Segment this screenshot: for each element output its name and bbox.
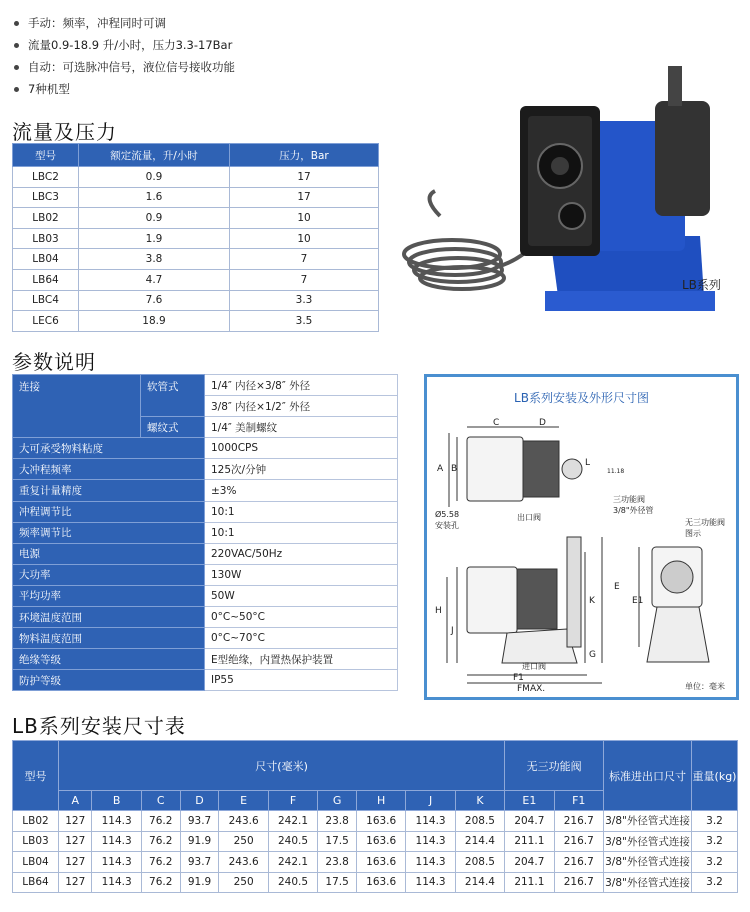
label-fmax: FMAX.: [517, 684, 546, 694]
cell-d: 93.7: [180, 811, 219, 832]
table-row: [13, 670, 398, 691]
param-value: 3/8″ 内径×1/2″ 外径: [205, 396, 398, 417]
cell-model: LBC4: [13, 290, 79, 311]
param-sublabel: 软管式: [141, 375, 205, 417]
cell-c: 76.2: [141, 811, 180, 832]
col-header-d: D: [180, 791, 219, 811]
cell-f1: 216.7: [554, 831, 603, 852]
dimension-table: [12, 740, 738, 893]
col-header-j: J: [406, 791, 455, 811]
param-label: 冲程调节比: [13, 501, 205, 522]
cell-pressure: 3.3: [230, 290, 379, 311]
param-value: 1/4″ 美制螺纹: [205, 417, 398, 438]
table-row: [13, 852, 738, 873]
cell-flow: 4.7: [79, 269, 230, 290]
cell-model: LB04: [13, 249, 79, 270]
col-header-flow: 额定流量，升/小时: [79, 144, 230, 167]
table-row: [13, 811, 738, 832]
cell-model: LB04: [13, 852, 59, 873]
param-label: 电源: [13, 543, 205, 564]
param-value: 50W: [205, 585, 398, 606]
cell-model: LB03: [13, 831, 59, 852]
label-no-triple: 无三功能阀: [685, 518, 725, 527]
bullet-icon: [14, 65, 19, 70]
label-a: A: [437, 464, 444, 474]
cell-e: 243.6: [219, 852, 268, 873]
cell-pressure: 10: [230, 208, 379, 229]
cell-d: 93.7: [180, 852, 219, 873]
cell-std: 3/8"外径管式连接: [604, 872, 692, 893]
table-row: [13, 831, 738, 852]
cell-std: 3/8"外径管式连接: [604, 811, 692, 832]
label-inlet: 进口阀: [522, 662, 546, 671]
param-value: 1/4″ 内径×3/8″ 外径: [205, 375, 398, 396]
label-l-value: 11.18: [607, 468, 625, 475]
cell-flow: 1.9: [79, 228, 230, 249]
cell-e: 243.6: [219, 811, 268, 832]
cell-g: 23.8: [318, 811, 357, 832]
cell-j: 114.3: [406, 852, 455, 873]
param-label: 大可承受物料粘度: [13, 438, 205, 459]
cell-flow: 3.8: [79, 249, 230, 270]
cell-e1: 211.1: [505, 872, 554, 893]
table-row: [13, 311, 379, 332]
cell-b: 114.3: [92, 852, 141, 873]
cell-e1: 204.7: [505, 852, 554, 873]
params-table: [12, 374, 398, 691]
cell-weight: 3.2: [692, 852, 738, 873]
col-header-f: F: [268, 791, 317, 811]
col-header-weight: 重量(kg): [692, 741, 738, 811]
label-k: K: [589, 596, 595, 606]
cell-weight: 3.2: [692, 831, 738, 852]
cell-model: LEC6: [13, 311, 79, 332]
param-label: 大冲程频率: [13, 459, 205, 480]
col-header-g: G: [318, 791, 357, 811]
col-header-k: K: [455, 791, 504, 811]
cell-e: 250: [219, 872, 268, 893]
table-row: [13, 438, 398, 459]
table-row: [13, 208, 379, 229]
table-row: [13, 522, 398, 543]
table-row: [13, 290, 379, 311]
cell-k: 208.5: [455, 852, 504, 873]
cell-pressure: 3.5: [230, 311, 379, 332]
pump-motor: [655, 101, 710, 216]
cell-model: LB64: [13, 872, 59, 893]
table-row: [13, 607, 398, 628]
cell-pressure: 17: [230, 167, 379, 188]
col-header-model: 型号: [13, 144, 79, 167]
top-view-valve: [562, 459, 582, 479]
param-label: 频率调节比: [13, 522, 205, 543]
param-value: 10:1: [205, 522, 398, 543]
label-outer-tube: 3/8"外径管: [613, 506, 654, 515]
param-value: 130W: [205, 564, 398, 585]
table-row: [13, 167, 379, 188]
param-value: 1000CPS: [205, 438, 398, 459]
cell-std: 3/8"外径管式连接: [604, 831, 692, 852]
cell-f1: 216.7: [554, 811, 603, 832]
col-header-no-triple: 无三功能阀: [505, 741, 604, 791]
param-label: 重复计量精度: [13, 480, 205, 501]
feature-item: 手动：频率，冲程同时可调: [14, 12, 235, 34]
col-header-f1: F1: [554, 791, 603, 811]
cell-d: 91.9: [180, 872, 219, 893]
param-value: ±3%: [205, 480, 398, 501]
feature-item: 7种机型: [14, 78, 235, 100]
col-header-a: A: [59, 791, 92, 811]
cell-model: LBC3: [13, 187, 79, 208]
label-unit: 单位：毫米: [685, 682, 725, 691]
cell-c: 76.2: [141, 872, 180, 893]
cell-h: 163.6: [356, 831, 405, 852]
cell-a: 127: [59, 872, 92, 893]
table-row: [13, 375, 398, 396]
cell-f: 240.5: [268, 872, 317, 893]
side-view-base: [647, 607, 709, 662]
col-header-e: E: [219, 791, 268, 811]
cell-g: 17.5: [318, 831, 357, 852]
cell-std: 3/8"外径管式连接: [604, 852, 692, 873]
bullet-icon: [14, 21, 19, 26]
param-label: 平均功率: [13, 585, 205, 606]
table-row: [13, 564, 398, 585]
param-label: 绝缘等级: [13, 649, 205, 670]
table-row: [13, 649, 398, 670]
col-header-model: 型号: [13, 741, 59, 811]
cell-flow: 0.9: [79, 208, 230, 229]
label-triple-valve: 三功能阀: [613, 495, 645, 504]
cell-b: 114.3: [92, 811, 141, 832]
table-row: [13, 228, 379, 249]
table-row: [13, 501, 398, 522]
cell-g: 23.8: [318, 852, 357, 873]
front-view-body: [467, 567, 517, 633]
pump-fitting: [668, 66, 682, 106]
cell-f1: 216.7: [554, 872, 603, 893]
cell-model: LB64: [13, 269, 79, 290]
table-row: [13, 585, 398, 606]
param-value: 220VAC/50Hz: [205, 543, 398, 564]
table-row: [13, 872, 738, 893]
cell-k: 214.4: [455, 831, 504, 852]
pump-foot: [545, 291, 715, 311]
table-row: [13, 628, 398, 649]
front-view-motor: [517, 569, 557, 629]
cell-j: 114.3: [406, 831, 455, 852]
cell-k: 208.5: [455, 811, 504, 832]
label-outlet: 出口阀: [517, 513, 541, 522]
label-l: L: [585, 458, 591, 468]
col-header-size: 尺寸(毫米): [59, 741, 505, 791]
frequency-knob: [559, 203, 585, 229]
label-h: H: [435, 606, 442, 616]
cell-a: 127: [59, 831, 92, 852]
label-g: G: [589, 650, 596, 660]
table-header-row: [13, 144, 379, 167]
label-f1: F1: [513, 673, 524, 683]
param-value: 10:1: [205, 501, 398, 522]
param-value: 0°C~70°C: [205, 628, 398, 649]
cell-pressure: 17: [230, 187, 379, 208]
flow-section-title: 流量及压力: [12, 120, 117, 144]
param-label: 防护等级: [13, 670, 205, 691]
cell-a: 127: [59, 811, 92, 832]
cell-e: 250: [219, 831, 268, 852]
cell-weight: 3.2: [692, 872, 738, 893]
cell-c: 76.2: [141, 831, 180, 852]
param-value: 0°C~50°C: [205, 607, 398, 628]
top-view-body: [467, 437, 523, 501]
cell-b: 114.3: [92, 872, 141, 893]
label-j: J: [451, 626, 454, 636]
label-hole: Ø5.58: [435, 510, 460, 519]
cell-c: 76.2: [141, 852, 180, 873]
cell-j: 114.3: [406, 872, 455, 893]
col-header-std: 标准进出口尺寸: [604, 741, 692, 811]
feature-item: 流量0.9-18.9 升/小时，压力3.3-17Bar: [14, 34, 235, 56]
cell-e1: 211.1: [505, 831, 554, 852]
col-header-b: B: [92, 791, 141, 811]
cell-j: 114.3: [406, 811, 455, 832]
col-header-e1: E1: [505, 791, 554, 811]
label-hole-desc: 安装孔: [435, 521, 459, 530]
cell-e1: 204.7: [505, 811, 554, 832]
cell-f1: 216.7: [554, 852, 603, 873]
param-value: IP55: [205, 670, 398, 691]
label-e1: E1: [632, 596, 644, 606]
col-header-h: H: [356, 791, 405, 811]
feature-list: [14, 12, 235, 100]
dim-section-title: LB系列安装尺寸表: [12, 714, 186, 738]
cell-f: 240.5: [268, 831, 317, 852]
cell-pressure: 7: [230, 269, 379, 290]
front-view-base: [502, 629, 577, 663]
bullet-icon: [14, 87, 19, 92]
label-d: D: [539, 418, 546, 428]
cell-f: 242.1: [268, 811, 317, 832]
params-section-title: 参数说明: [12, 350, 96, 374]
table-row: [13, 249, 379, 270]
label-c: C: [493, 418, 500, 428]
param-value: 125次/分钟: [205, 459, 398, 480]
param-label: 物料温度范围: [13, 628, 205, 649]
table-row: [13, 480, 398, 501]
table-row: [13, 459, 398, 480]
top-view-motor: [523, 441, 559, 497]
param-value: E型绝缘，内置热保护装置: [205, 649, 398, 670]
cell-model: LB02: [13, 811, 59, 832]
cell-f: 242.1: [268, 852, 317, 873]
flow-table: [12, 143, 379, 332]
table-row: [13, 543, 398, 564]
feature-item: 自动：可选脉冲信号，液位信号接收功能: [14, 56, 235, 78]
cell-b: 114.3: [92, 831, 141, 852]
param-sublabel: 螺纹式: [141, 417, 205, 438]
param-label: 连接: [13, 375, 141, 438]
dimension-drawing: [424, 374, 739, 700]
cell-h: 163.6: [356, 811, 405, 832]
col-header-c: C: [141, 791, 180, 811]
front-view-valves: [567, 537, 581, 647]
table-header-row: [13, 741, 738, 791]
cell-flow: 1.6: [79, 187, 230, 208]
cell-model: LB03: [13, 228, 79, 249]
param-label: 大功率: [13, 564, 205, 585]
drawing-svg: [427, 377, 736, 697]
drawing-title: LB系列安装及外形尺寸图: [514, 391, 649, 405]
col-header-pressure: 压力，Bar: [230, 144, 379, 167]
cell-pressure: 10: [230, 228, 379, 249]
cell-model: LB02: [13, 208, 79, 229]
cell-weight: 3.2: [692, 811, 738, 832]
cell-h: 163.6: [356, 852, 405, 873]
cell-flow: 7.6: [79, 290, 230, 311]
label-e: E: [614, 582, 620, 592]
cell-flow: 0.9: [79, 167, 230, 188]
cell-k: 214.4: [455, 872, 504, 893]
cell-g: 17.5: [318, 872, 357, 893]
pump-series-label: LB系列: [682, 278, 721, 292]
label-no-triple-desc: 图示: [685, 529, 701, 538]
label-b: B: [451, 464, 458, 474]
cell-flow: 18.9: [79, 311, 230, 332]
cell-h: 163.6: [356, 872, 405, 893]
cell-model: LBC2: [13, 167, 79, 188]
table-row: [13, 269, 379, 290]
bullet-icon: [14, 43, 19, 48]
cell-a: 127: [59, 852, 92, 873]
cell-d: 91.9: [180, 831, 219, 852]
cell-pressure: 7: [230, 249, 379, 270]
table-row: [13, 187, 379, 208]
param-label: 环境温度范围: [13, 607, 205, 628]
